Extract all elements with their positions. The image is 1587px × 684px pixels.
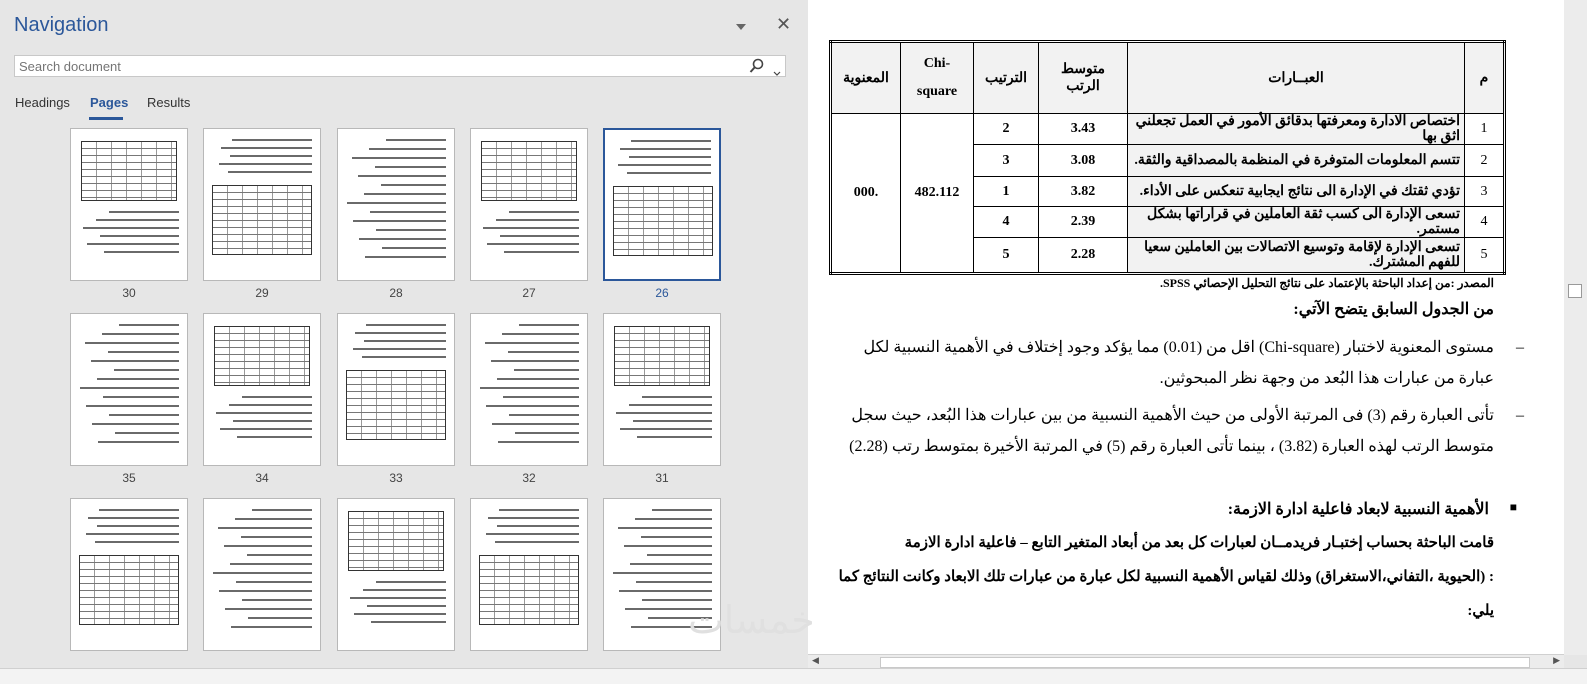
statistics-table — [829, 40, 1506, 275]
header-statements: العبــارات — [1128, 42, 1465, 114]
page-number-label: 33 — [389, 471, 403, 485]
status-bar — [0, 668, 1587, 684]
page-number-label: 34 — [255, 471, 269, 485]
page-thumbnail[interactable] — [337, 128, 455, 281]
significance-value: .000 — [831, 114, 901, 274]
row-order: 4 — [974, 207, 1039, 238]
close-icon[interactable]: ✕ — [776, 14, 792, 35]
table-body — [831, 114, 1505, 274]
row-statement: تسعى الإدارة لإقامة وتوسيع الاتصالات بين العاملين سعيا للفهم المشترك. — [1128, 238, 1465, 274]
dash-bullet: – — [1516, 407, 1524, 424]
table-row — [831, 114, 1505, 145]
page-thumbnail[interactable] — [70, 313, 188, 466]
page-number-label: 35 — [122, 471, 136, 485]
paragraph-line: قامت الباحثة بحساب إختبـار فريدمــان لعبارات كل بعد من أبعاد المتغير التابع – فاعلية ادارة الازمة — [904, 535, 1494, 551]
row-statement: تتسم المعلومات المتوفرة في المنظمة بالمصداقية والثقة. — [1128, 145, 1465, 177]
page-thumbnail[interactable] — [337, 313, 455, 466]
row-num: 2 — [1465, 145, 1505, 177]
row-mean-rank: 3.08 — [1039, 145, 1128, 177]
row-order: 3 — [974, 145, 1039, 177]
chevron-down-icon[interactable] — [773, 62, 781, 81]
row-mean-rank: 2.28 — [1039, 238, 1128, 274]
search-box — [14, 55, 786, 77]
square-bullet-icon: ■ — [1509, 500, 1517, 514]
row-num: 1 — [1465, 114, 1505, 145]
search-icon[interactable] — [749, 58, 765, 78]
section-heading: ■ الأهمية النسبية لابعاد فاعلية ادارة الازمة: — [1227, 500, 1517, 518]
tab-results[interactable]: Results — [147, 95, 191, 110]
row-num: 5 — [1465, 238, 1505, 274]
chi-square-value: 482.112 — [901, 114, 974, 274]
row-statement: تؤدي ثقتك في الإدارة الى نتائج ايجابية تنعكس على الأداء. — [1128, 177, 1465, 207]
header-order: الترتيب — [974, 42, 1039, 114]
page-number-label: 26 — [655, 286, 669, 300]
paragraph-line: : (الحيوية ،التفاني،الاستغراق) وذلك لقياس الأهمية النسبية لكل عبارة من عبارات تلك الابعاد وكانت النتائج كما — [838, 569, 1494, 585]
row-statement: تسعى الإدارة الى كسب ثقة العاملين في قراراتها بشكل مستمر. — [1128, 207, 1465, 238]
horizontal-scrollbar[interactable] — [808, 654, 1564, 669]
page-thumbnail[interactable] — [470, 498, 588, 651]
bullet-item: – مستوى المعنوية لاختبار (Chi-square) اقل من (0.01) مما يؤكد وجود إختلاف في الأهمية النسبية لكل عبارة من عبارات هذا البُعد من وجهة نظر المبحوثين. — [844, 332, 1494, 394]
header-significance: المعنوية — [831, 42, 901, 114]
row-mean-rank: 2.39 — [1039, 207, 1128, 238]
dash-bullet: – — [1516, 339, 1524, 356]
page-number-label: 28 — [389, 286, 403, 300]
scroll-right-icon[interactable]: ▶ — [1553, 656, 1560, 666]
page-thumbnail[interactable] — [603, 313, 721, 466]
nav-title: Navigation — [14, 14, 109, 36]
watermark: خمسات — [688, 598, 815, 642]
tab-headings[interactable]: Headings — [15, 95, 70, 110]
document-page — [688, 0, 1564, 655]
page-thumbnail[interactable] — [70, 498, 188, 651]
row-mean-rank: 3.82 — [1039, 177, 1128, 207]
page-number-label: 30 — [122, 286, 136, 300]
page-thumbnail[interactable] — [203, 313, 321, 466]
scroll-thumb[interactable] — [1568, 284, 1582, 298]
page-number-label: 29 — [255, 286, 269, 300]
header-num: م — [1465, 42, 1505, 114]
row-num: 3 — [1465, 177, 1505, 207]
page-number-label: 27 — [522, 286, 536, 300]
source-note: المصدر :من إعداد الباحثة بالإعتماد على نتائج التحليل الإحصائي SPSS. — [1160, 276, 1494, 290]
row-order: 2 — [974, 114, 1039, 145]
page-thumbnail[interactable] — [70, 128, 188, 281]
header-chi-square: Chi-square — [901, 42, 974, 114]
page-thumbnail[interactable] — [470, 128, 588, 281]
tab-pages[interactable]: Pages — [90, 95, 129, 110]
page-thumbnail[interactable] — [203, 498, 321, 651]
header-mean-rank: متوسط الرتب — [1039, 42, 1128, 114]
page-thumbnail[interactable] — [337, 498, 455, 651]
row-order: 1 — [974, 177, 1039, 207]
page-thumbnail[interactable] — [470, 313, 588, 466]
active-tab-indicator — [89, 117, 123, 120]
scroll-left-icon[interactable]: ◀ — [812, 656, 819, 666]
bullet-item: – تأتى العبارة رقم (3) فى المرتبة الأولى من حيث الأهمية النسبية من بين عبارات هذا البُعد، حيث سجل متوسط الرتب لهذه العبارة (3.82) ، بينما تأتى العبارة رقم (5) في المرتبة الأخيرة بمتوسط رتب (2.28) — [844, 400, 1494, 462]
vertical-scrollbar[interactable] — [1564, 0, 1587, 655]
heading-findings: من الجدول السابق يتضح الآتي: — [1293, 301, 1494, 318]
pane-options-icon[interactable] — [735, 18, 747, 30]
row-mean-rank: 3.43 — [1039, 114, 1128, 145]
page-number-label: 32 — [522, 471, 536, 485]
row-num: 4 — [1465, 207, 1505, 238]
page-thumbnail[interactable] — [603, 128, 721, 281]
row-order: 5 — [974, 238, 1039, 274]
row-statement: اختصاص الادارة ومعرفتها بدقائق الأمور في العمل تجعلني اثق بها — [1128, 114, 1465, 145]
paragraph-line: يلي: — [1467, 603, 1494, 619]
page-number-label: 31 — [655, 471, 669, 485]
search-input[interactable] — [15, 57, 743, 77]
horizontal-scroll-thumb[interactable] — [880, 657, 1530, 668]
page-thumbnail[interactable] — [203, 128, 321, 281]
